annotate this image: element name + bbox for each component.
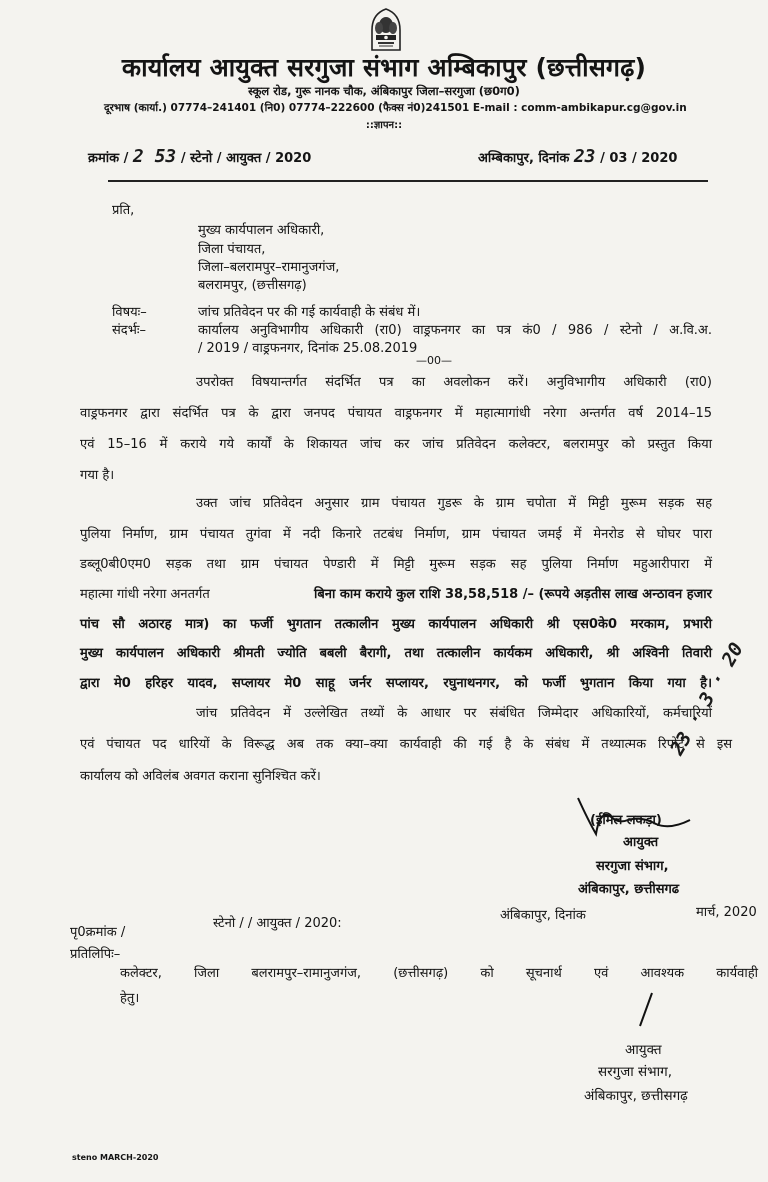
para1-line-4: गया है।	[80, 468, 115, 483]
para1-line-2: वाड्रफनगर द्वारा संदर्भित पत्र के द्वारा जनपद पंचायत वाड्रफनगर में महात्मागांधी नरेगा अन्तर्गत वर्ष 2014–15	[80, 406, 712, 421]
kramank-handwritten: 2 53	[132, 146, 177, 167]
sandarbh-line-2: / 2019 / वाड्रफनगर, दिनांक 25.08.2019	[198, 341, 418, 356]
signatory-place: अंबिकापुर, छत्तीसगढ	[578, 882, 680, 897]
para2-line-1: उक्त जांच प्रतिवेदन अनुसार ग्राम पंचायत गुडरू के ग्राम चपोता में मिट्टी मुरूम सड़क सह	[196, 496, 712, 511]
signatory2-designation: आयुक्त	[625, 1042, 662, 1058]
endorsement-kramank: पृ0क्रमांक /	[70, 925, 126, 940]
sandarbh-label: संदर्भः–	[112, 323, 146, 338]
copy-line-2: हेतु।	[120, 991, 140, 1006]
signatory-name: (ईमिल लकड़ा)	[590, 813, 662, 828]
signatory-designation: आयुक्त	[623, 835, 659, 850]
gyapan-label: ::ज्ञापन::	[365, 120, 403, 131]
para2-line-4	[80, 584, 712, 602]
para2-line-2: पुलिया निर्माण, ग्राम पंचायत तुगंवा में नदी किनारे तटबंध निर्माण, ग्राम पंचायत जमई में मेनरोड से घोघर पारा	[80, 527, 712, 542]
office-contact: दूरभाष (कार्या.) 07774–241401 (नि0) 07774–222600 (फैक्स नं0)241501 E-mail : comm-ambikapur.cg@gov.in	[104, 102, 687, 114]
national-emblem-icon	[366, 6, 406, 52]
sandarbh-line-1: कार्यालय अनुविभागीय अधिकारी (रा0) वाड्रफनगर का पत्र कं0 / 986 / स्टेनो / अ.वि.अ.	[198, 323, 712, 338]
kramank-prefix: क्रमांक /	[88, 151, 129, 166]
copy-line-1: कलेक्टर, जिला बलरामपुर–रामानुजगंज, (छत्तीसगढ़) को सूचनार्थ एवं आवश्यक कार्यवाही	[120, 966, 758, 981]
para2-line-3: डब्लू0बी0एम0 सड़क तथा ग्राम पंचायत पेण्डारी में मिट्टी मुरूम सड़क सह पुलिया निर्माण महुआरीपारा में	[80, 557, 712, 572]
signatory-division: सरगुजा संभाग,	[596, 859, 669, 874]
para3-line-2: एवं पंचायत पद धारियों के विरूद्ध अब तक क्या–क्या कार्यवाही की गई है के संबंध में तथ्यात्मक रिपोर्ट से इस	[80, 737, 732, 752]
header-divider	[108, 180, 708, 182]
endorsement-date-prefix: अंबिकापुर, दिनांक	[500, 908, 586, 923]
subject-text: जांच प्रतिवेदन पर की गई कार्यवाही के संबंध में।	[198, 305, 421, 320]
para2-bold-line-3: द्वारा मे0 हरिहर यादव, सप्लायर मे0 साहू जर्नर सप्लायर, रघुनाथनगर, को फर्जी भुगतान किया गया है।	[80, 676, 713, 691]
para3-line-3: कार्यालय को अविलंब अवगत कराना सुनिश्चित करें।	[80, 769, 321, 784]
office-title: कार्यालय आयुक्त सरगुजा संभाग अम्बिकापुर (छत्तीसगढ़)	[121, 53, 647, 82]
separator: —00—	[416, 354, 452, 367]
para2-line-4-bold: बिना काम कराये कुल राशि 38,58,518 /– (रूपये अड़तीस लाख अन्ठावन हजार	[313, 587, 712, 602]
office-address: स्कूल रोड, गुरू नानक चौक, अंबिकापुर जिला–सरगुजा (छ0ग0)	[248, 84, 520, 98]
recipient-line-3: जिला–बलरामपुर–रामानुजगंज,	[198, 260, 340, 275]
para2-bold-line-1: पांच सौ अठारह मात्र) का फर्जी भुगतान तत्कालीन मुख्य कार्यपालन अधिकारी श्री एस0के0 मरकाम, प्रभारी	[80, 617, 712, 632]
para2-bold-line-2: मुख्य कार्यपालन अधिकारी श्रीमती ज्योति बबली बैरागी, तथा तत्कालीन कार्यकम अधिकारी, श्री अश्विनी तिवारी	[80, 646, 712, 661]
signatory2-place: अंबिकापुर, छत्तीसगढ़	[584, 1088, 688, 1104]
recipient-line-2: जिला पंचायत,	[198, 242, 266, 257]
date-suffix: / 03 / 2020	[600, 151, 678, 166]
endorsement-date-suffix: मार्च, 2020	[696, 905, 757, 920]
initial-mark	[630, 990, 660, 1030]
recipient-line-4: बलरामपुर, (छत्तीसगढ़)	[198, 278, 307, 293]
signatory2-division: सरगुजा संभाग,	[598, 1064, 673, 1080]
para1-line-3: एवं 15–16 में कराये गये कार्यों के शिकायत जांच कर जांच प्रतिवेदन कलेक्टर, बलरामपुर को प्रस्तुत किया	[80, 437, 712, 452]
handwritten-date: 23 · 3 · 20	[666, 639, 748, 759]
reference-date	[478, 146, 677, 167]
footer-note: steno MARCH-2020	[72, 1153, 159, 1162]
para1-line-1: उपरोक्त विषयान्तर्गत संदर्भित पत्र का अवलोकन करें। अनुविभागीय अधिकारी (रा0)	[196, 375, 712, 390]
recipient-line-1: मुख्य कार्यपालन अधिकारी,	[198, 223, 325, 238]
para2-line-4-normal: महात्मा गांधी नरेगा अनतर्गत	[80, 587, 210, 602]
para3-line-1: जांच प्रतिवेदन में उल्लेखित तथ्यों के आधार पर संबंधित जिम्मेदार अधिकारियों, कर्मचारियों	[196, 706, 712, 721]
kramank-suffix: / स्टेनो / आयुक्त / 2020	[180, 151, 312, 166]
pratilipi-label: प्रतिलिपिः–	[70, 947, 121, 962]
prati-label: प्रति,	[112, 203, 135, 218]
reference-number	[88, 146, 311, 167]
endorsement-steno: स्टेनो / / आयुक्त / 2020:	[213, 916, 342, 931]
date-prefix: अम्बिकापुर, दिनांक	[478, 151, 570, 166]
subject-label: विषयः–	[112, 305, 147, 320]
date-handwritten: 23	[573, 146, 596, 167]
